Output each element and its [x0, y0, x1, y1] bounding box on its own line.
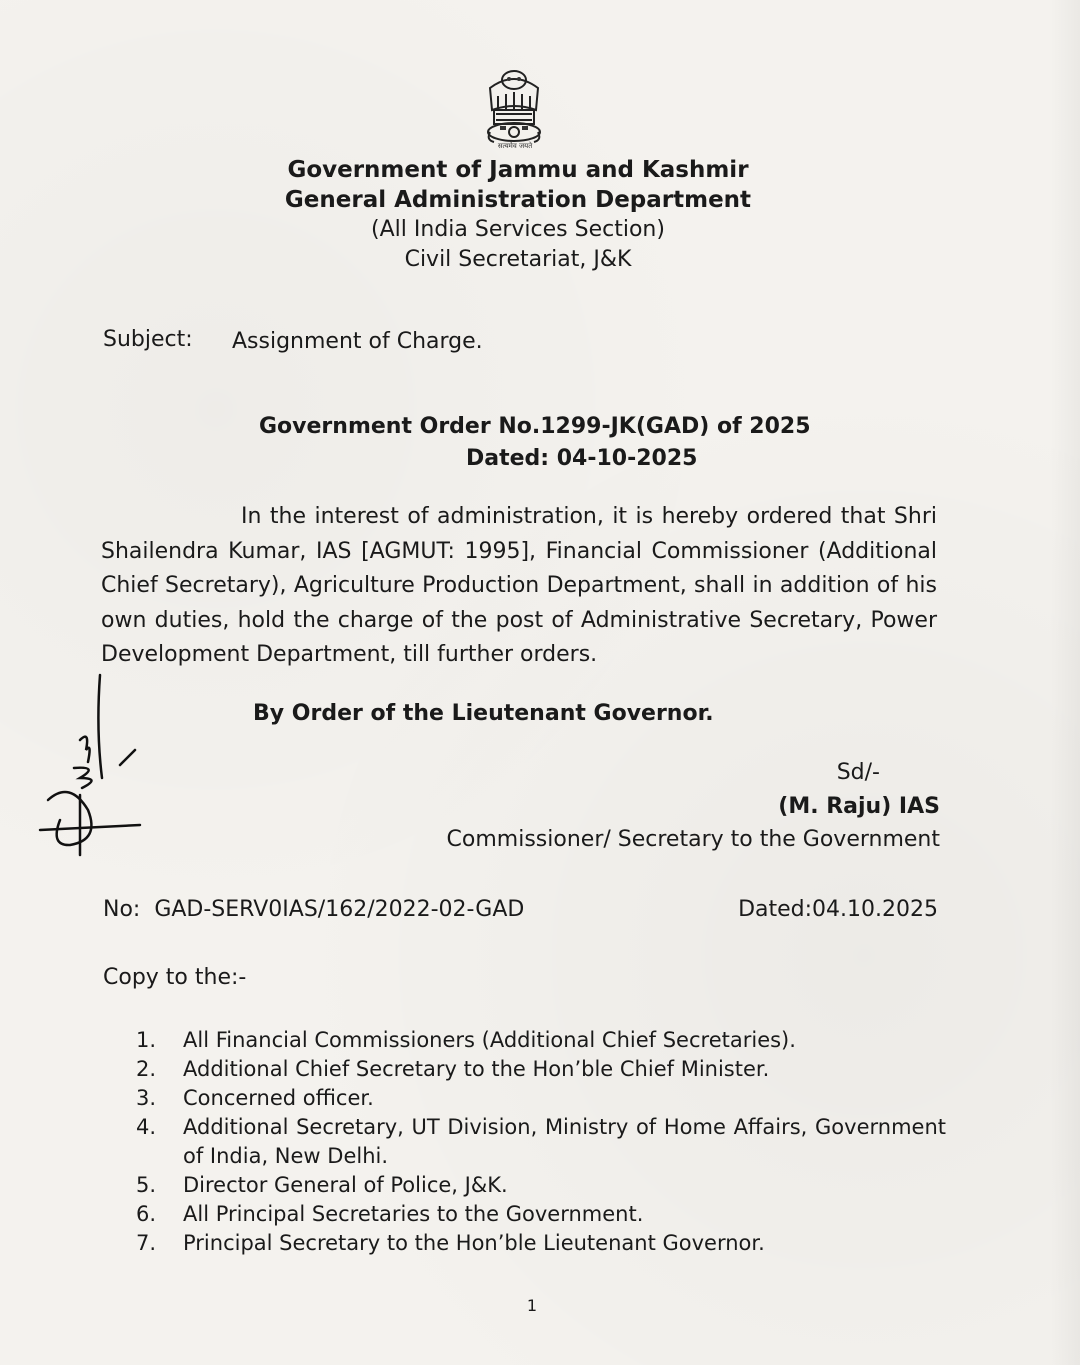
- page-number: 1: [526, 1296, 538, 1315]
- subject-value: Assignment of Charge.: [232, 329, 483, 354]
- list-item-number: 3.: [136, 1086, 157, 1110]
- list-item: [136, 1026, 946, 1055]
- copy-to-label: Copy to the:-: [103, 965, 247, 990]
- list-item: [136, 1084, 946, 1113]
- list-item-number: 7.: [136, 1231, 157, 1255]
- list-item: [136, 1055, 946, 1084]
- list-item-text: All Principal Secretaries to the Government.: [183, 1202, 644, 1226]
- list-item-text: Concerned officer.: [183, 1086, 374, 1110]
- list-item-number: 4.: [136, 1115, 157, 1139]
- list-item-number: 5.: [136, 1173, 157, 1197]
- section-title: (All India Services Section): [371, 217, 665, 242]
- subject-label: Subject:: [103, 327, 193, 352]
- order-number: Government Order No.1299-JK(GAD) of 2025: [259, 414, 811, 439]
- list-item-text: Additional Chief Secretary to the Hon’ble Chief Minister.: [183, 1057, 770, 1081]
- reference-number: No: GAD-SERV0IAS/162/2022-02-GAD: [103, 897, 525, 922]
- list-item: [136, 1200, 946, 1229]
- page-edge-shadow: [1050, 0, 1080, 1365]
- signatory-name: (M. Raju) IAS: [778, 794, 940, 819]
- list-item-number: 1.: [136, 1028, 157, 1052]
- government-title: Government of Jammu and Kashmir: [287, 157, 749, 183]
- authority-line: By Order of the Lieutenant Governor.: [253, 701, 714, 726]
- department-title: General Administration Department: [284, 187, 752, 213]
- order-date: Dated: 04-10-2025: [466, 446, 698, 471]
- state-emblem-icon: [476, 66, 552, 152]
- list-item: [136, 1113, 946, 1171]
- order-body-paragraph: In the interest of administration, it is hereby ordered that Shri Shailendra Kumar, IAS [AGMUT: 1995], Financial Commissioner (Additional Chief Secretary), Agriculture Production Department, shall in addition of his own duties, hold the charge of the post of Administrative Secretary, Power Development Department, till further orders.: [101, 504, 937, 667]
- list-item: [136, 1171, 946, 1200]
- list-item-text: All Financial Commissioners (Additional Chief Secretaries).: [183, 1028, 796, 1052]
- list-item-number: 2.: [136, 1057, 157, 1081]
- signatory-designation: Commissioner/ Secretary to the Government: [446, 827, 940, 852]
- list-item-number: 6.: [136, 1202, 157, 1226]
- signed-marker: Sd/-: [836, 760, 880, 785]
- reference-date: Dated:04.10.2025: [738, 897, 938, 922]
- list-item-text: Principal Secretary to the Hon’ble Lieutenant Governor.: [183, 1231, 765, 1255]
- office-location: Civil Secretariat, J&K: [404, 247, 632, 272]
- list-item-text: Additional Secretary, UT Division, Ministry of Home Affairs, Government of India, New Delhi.: [183, 1115, 946, 1168]
- copy-to-list: [136, 1026, 946, 1258]
- list-item: [136, 1229, 946, 1258]
- handwritten-initials-icon: [30, 670, 150, 860]
- emblem-motto: सत्यमेव जयते: [497, 142, 533, 150]
- list-item-text: Director General of Police, J&K.: [183, 1173, 508, 1197]
